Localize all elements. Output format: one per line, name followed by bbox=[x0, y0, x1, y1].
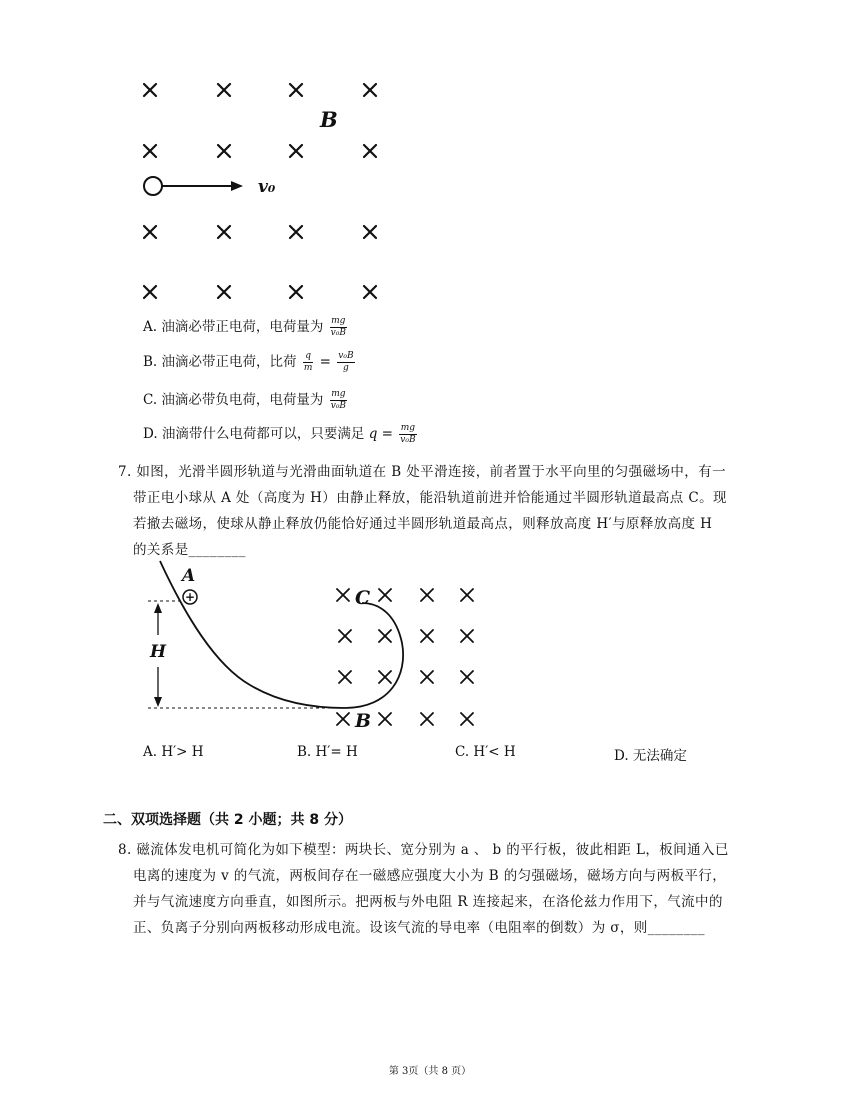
fraction-numerator: v₀B bbox=[338, 351, 354, 361]
curved-track bbox=[160, 561, 403, 708]
q6-option-b-text: B. 油滴必带正电荷，比荷 bbox=[143, 354, 297, 370]
height-arrowhead-down bbox=[154, 697, 162, 707]
q7-line-4: 的关系是________ bbox=[133, 542, 246, 558]
q6-option-a bbox=[143, 315, 349, 338]
magnetic-field-crosses bbox=[337, 589, 473, 725]
label-b: B bbox=[355, 710, 372, 732]
ball-charge: + bbox=[184, 590, 196, 604]
fraction-numerator: mg bbox=[331, 389, 346, 399]
q6-option-a-fraction bbox=[330, 317, 347, 338]
q6-option-c bbox=[143, 388, 349, 411]
q6-option-b-fraction bbox=[337, 352, 354, 373]
fraction-numerator: mg bbox=[400, 423, 416, 433]
velocity-label: v₀ bbox=[258, 177, 276, 197]
q7-figure bbox=[140, 555, 490, 735]
page-footer: 第 3页（共 8 页） bbox=[388, 1066, 472, 1077]
q8-line-4: 正、负离子分别向两板移动形成电流。设该气流的导电率（电阻率的倒数）为 σ，则________ bbox=[133, 920, 705, 936]
fraction-denominator: v₀B bbox=[330, 328, 346, 338]
q6-option-d-expr: q = bbox=[364, 426, 398, 442]
oil-drop bbox=[144, 177, 162, 195]
q8-line-1: 8. 磁流体发电机可简化为如下模型：两块长、宽分别为 a 、 b 的平行板，彼此相距 L，板间通入已 bbox=[118, 842, 729, 858]
q8-line-2: 电离的速度为 v 的气流，两板间存在一磁感应强度大小为 B 的匀强磁场，磁场方向与两板平行， bbox=[133, 868, 727, 884]
q6-option-d-fraction bbox=[399, 424, 416, 445]
equals-sign: = bbox=[315, 354, 336, 370]
q6-option-d bbox=[143, 422, 419, 445]
velocity-arrowhead bbox=[231, 181, 243, 191]
fraction-numerator: q bbox=[303, 352, 314, 363]
fraction-denominator: m bbox=[303, 363, 313, 373]
q6-option-b bbox=[143, 350, 357, 373]
q7-line-2: 带正电小球从 A 处（高度为 H）由静止释放，能沿轨道前进并恰能通过半圆形轨道最高点 C。现 bbox=[133, 490, 727, 506]
q6-option-d-text: D. 油滴带什么电荷都可以，只要满足 bbox=[143, 426, 365, 442]
q7-line-3: 若撤去磁场，使球从静止释放仍能恰好通过半圆形轨道最高点，则释放高度 H′与原释放高度 H bbox=[133, 516, 713, 532]
field-label: B bbox=[320, 107, 338, 132]
fraction-numerator: mg bbox=[331, 316, 346, 326]
q6-option-c-text: C. 油滴必带负电荷，电荷量为 bbox=[143, 392, 324, 408]
label-c: C bbox=[355, 587, 371, 609]
q7-option-b: B. H′= H bbox=[297, 744, 358, 760]
q7-line-1: 7. 如图，光滑半圆形轨道与光滑曲面轨道在 B 处平滑连接，前者置于水平向里的匀强磁场中，有一 bbox=[118, 464, 726, 480]
q7-option-d: D. 无法确定 bbox=[614, 748, 687, 764]
section-title: 二、双项选择题（共 2 小题；共 8 分） bbox=[103, 812, 352, 828]
q6-figure bbox=[130, 75, 400, 310]
height-arrowhead-up bbox=[154, 603, 162, 613]
q6-option-a-text: A. 油滴必带正电荷，电荷量为 bbox=[143, 319, 324, 335]
q7-option-a: A. H′> H bbox=[143, 744, 204, 760]
q6-option-b-ratio bbox=[303, 352, 314, 373]
fraction-denominator: v₀B bbox=[330, 401, 347, 411]
fraction-denominator: g bbox=[343, 363, 349, 373]
label-a: A bbox=[182, 566, 196, 586]
q7-option-c: C. H′< H bbox=[455, 744, 516, 760]
fraction-denominator: v₀B bbox=[400, 435, 416, 445]
q8-line-3: 并与气流速度方向垂直，如图所示。把两板与外电阻 R 连接起来，在洛伦兹力作用下，气流中的 bbox=[133, 894, 723, 910]
q6-option-c-fraction bbox=[330, 390, 347, 411]
label-h: H bbox=[150, 642, 167, 662]
